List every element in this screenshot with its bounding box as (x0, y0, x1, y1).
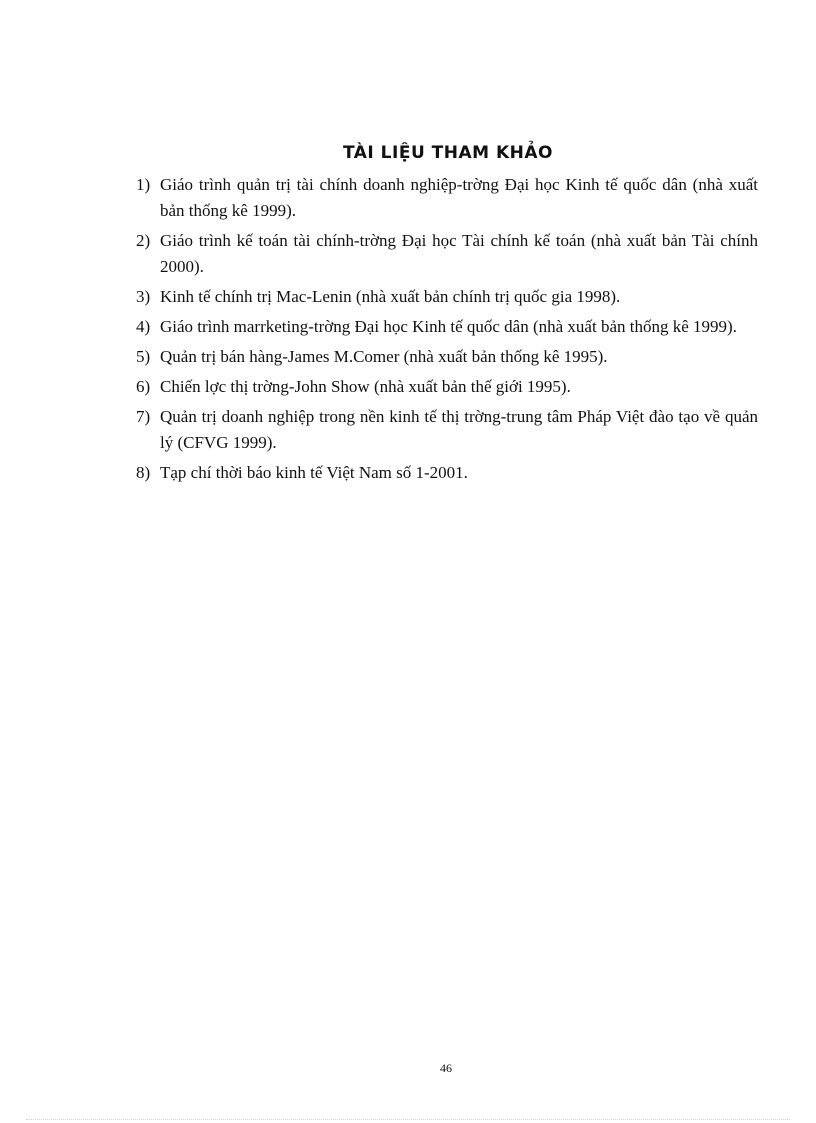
reference-number: 5) (136, 347, 151, 366)
reference-text: Giáo trình kế toán tài chính-trờng Đại học Tài chính kế toán (nhà xuất bản Tài chính 2000). (160, 231, 758, 276)
reference-item (136, 284, 758, 310)
reference-number: 3) (136, 287, 151, 306)
reference-number: 1) (136, 175, 151, 194)
reference-number: 6) (136, 377, 151, 396)
reference-text: Quản trị doanh nghiệp trong nền kinh tế thị trờng-trung tâm Pháp Việt đào tạo về quản lý (CFVG 1999). (160, 407, 758, 452)
page-title: TÀI LIỆU THAM KHẢO (343, 143, 553, 163)
reference-item (136, 228, 758, 280)
reference-number: 2) (136, 231, 151, 250)
reference-number: 7) (136, 407, 151, 426)
reference-text: Kinh tế chính trị Mac-Lenin (nhà xuất bản chính trị quốc gia 1998). (160, 287, 621, 306)
reference-item (136, 314, 758, 340)
page-number: 46 (440, 1061, 452, 1075)
reference-text: Quản trị bán hàng-James M.Comer (nhà xuất bản thống kê 1995). (160, 347, 608, 366)
reference-text: Tạp chí thời báo kinh tế Việt Nam số 1-2001. (160, 463, 468, 482)
reference-number: 8) (136, 463, 151, 482)
reference-text: Chiến lợc thị trờng-John Show (nhà xuất bản thế giới 1995). (160, 377, 571, 396)
reference-text: Giáo trình quản trị tài chính doanh nghiệp-trờng Đại học Kinh tế quốc dân (nhà xuất bản thống kê 1999). (160, 175, 758, 220)
reference-text: Giáo trình marrketing-trờng Đại học Kinh tế quốc dân (nhà xuất bản thống kê 1999). (160, 317, 737, 336)
page-bottom-divider (26, 1119, 790, 1120)
reference-item (136, 460, 758, 486)
reference-item (136, 172, 758, 224)
reference-item (136, 344, 758, 370)
reference-item (136, 374, 758, 400)
reference-item (136, 404, 758, 456)
reference-list (136, 172, 758, 490)
reference-number: 4) (136, 317, 151, 336)
